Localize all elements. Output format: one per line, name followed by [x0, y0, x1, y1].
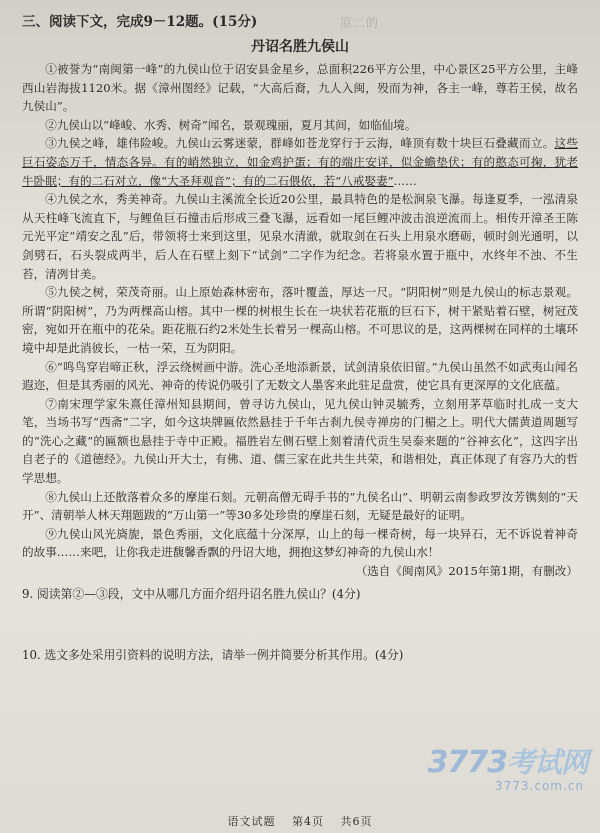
- question-9: 9. 阅读第②—③段，文中从哪几方面介绍丹诏名胜九侯山？(4分): [22, 586, 361, 601]
- watermark-url: 3773.com.cn: [495, 779, 584, 793]
- section-heading: 三、阅读下文，完成9－12题。(15分): [22, 14, 258, 30]
- paragraph-6: ⑥“鸣鸟穿岩啼正秋，浮云绕树画中游。洗心圣地添新景，试剑清泉依旧留。”九侯山虽然不如武夷山闻名遐迩，但是其秀丽的风光、神奇的传说仍吸引了无数文人墨客来此驻足盘赏，使它具有更深厚的文化底蕴。: [22, 359, 578, 393]
- paragraph-1: ①被誉为“南闽第一峰”的九侯山位于诏安县金星乡，总面积226平方公里，中心景区25平方公里，主峰西山岩海拔1120米。据《漳州图经》记载，“大高后裔，九人入闽，殁而为神，各主一峰，尊若王侯，故名九侯山”。: [22, 62, 578, 114]
- question-10: 10. 选文多处采用引资料的说明方法，请举一例并简要分析其作用。(4分): [22, 647, 404, 662]
- paragraph-7: ⑦南宋理学家朱熹任漳州知县期间，曾寻访九侯山，见九侯山钟灵毓秀，立刻用茅草临时扎成一支大笔，当场书写“西斋”二字，如今这块牌匾依然悬挂于千年古刹九侯寺禅房的门楣之上。明代大儒黄道周题写的“洗心之藏”的匾额也悬挂于寺中正殿。福胜岩左侧石壁上刻着清代贡生吴泰来题的“谷神玄化”，这四字出自老子的《道德经》。九侯山开大士，有佛、道、儒三家在此共生共荣，和谐相处，真正体现了有容乃大的哲学思想。: [22, 396, 578, 486]
- footer-page: 第4页: [292, 815, 324, 828]
- footer-subject: 语文试题: [227, 815, 276, 828]
- page-footer: [0, 813, 600, 829]
- bleed-through-text: 原二的: [340, 16, 380, 30]
- paragraph-3: ③九侯之峰，雄伟险峻。九侯山云雾迷蒙，群峰如苍龙穿行于云海，峰顶有数十块巨石叠藏而立。这些巨石姿态万千，情态各异。有的峭然独立，如金鸡护蛋；有的端庄安详，似金蟾垫伏；有的憨态可掬，犹老牛卧眠；有的二石对立，像“大圣拜观音”；有的二石偎依，若“八戒娶妻”……: [22, 136, 578, 188]
- site-watermark: [427, 747, 588, 793]
- paragraph-5: ⑤九侯之树，荣茂奇丽。山上原始森林密布，落叶覆盖，厚达一尺。“阴阳树”则是九侯山的标志景观。所谓“阴阳树”，乃为两棵高山榕。其中一棵的树根生长在一块状若花瓶的巨石下，树干紧贴着石壁，树冠茂密，宛如开在瓶中的花朵。距花瓶石约2米处生长着另一棵高山榕。不可思议的是，这两棵树在同样的土壤环境中却是此消彼长，一枯一荣，互为阴阳。: [22, 285, 578, 355]
- paragraph-9: ⑨九侯山风光旖旎，景色秀丽，文化底蕴十分深厚，山上的每一棵奇树，每一块异石，无不诉说着神奇的故事……来吧，让你我走进馥馨香飘的丹诏大地，拥抱这梦幻神奇的九侯山水！: [22, 526, 578, 560]
- watermark-logo: 3773考试网: [427, 745, 588, 780]
- paragraph-8: ⑧九侯山上还散落着众多的摩崖石刻。元朝高僧无碍手书的“九侯名山”、明朝云南参政罗汝芳镌刻的“天开”、清朝举人林天翔题跋的“万山第一”等30多处珍贵的摩崖石刻，无疑是最好的证明。: [22, 489, 578, 523]
- paragraph-4: ④九侯之水，秀美神奇。九侯山主溪流全长近20公里，最具特色的是松涧泉飞瀑。每逢夏季，一泓清泉从天柱峰飞流直下，与鲤鱼巨石撞击后形成三叠飞瀑，远看如一尾巨鲤冲波击浪逆流而上。相传开漳圣王陈元光平定“靖安之乱”后，带领将士来到这里，见泉水清澈，就取剑在石头上用泉水磨砺，顿时剑光通明，以剑劈石，石头裂成两半，后人在石壁上刻下“试剑”二字作为纪念。若将泉水置于瓶中，水终年不浊、不生苔，清冽甘美。: [22, 192, 578, 281]
- paragraph-2: ②九侯山以“峰峻、水秀、树奇”闻名，景观瑰丽，夏月其间，如临仙境。: [45, 117, 417, 132]
- source-citation: （选自《闽南风》2015年第1期，有删改）: [355, 564, 578, 579]
- underlined-passage: 这些巨石姿态万千，情态各异。有的峭然独立，如金鸡护蛋；有的端庄安详，似金蟾垫伏；有的憨态可掬，犹老牛卧眠；有的二石对立，像“大圣拜观音”；有的二石偎依，若“八戒娶妻”: [22, 136, 578, 188]
- footer-total: 共6页: [340, 815, 373, 828]
- article-title: 丹诏名胜九侯山: [251, 39, 349, 55]
- article-body: [22, 60, 578, 562]
